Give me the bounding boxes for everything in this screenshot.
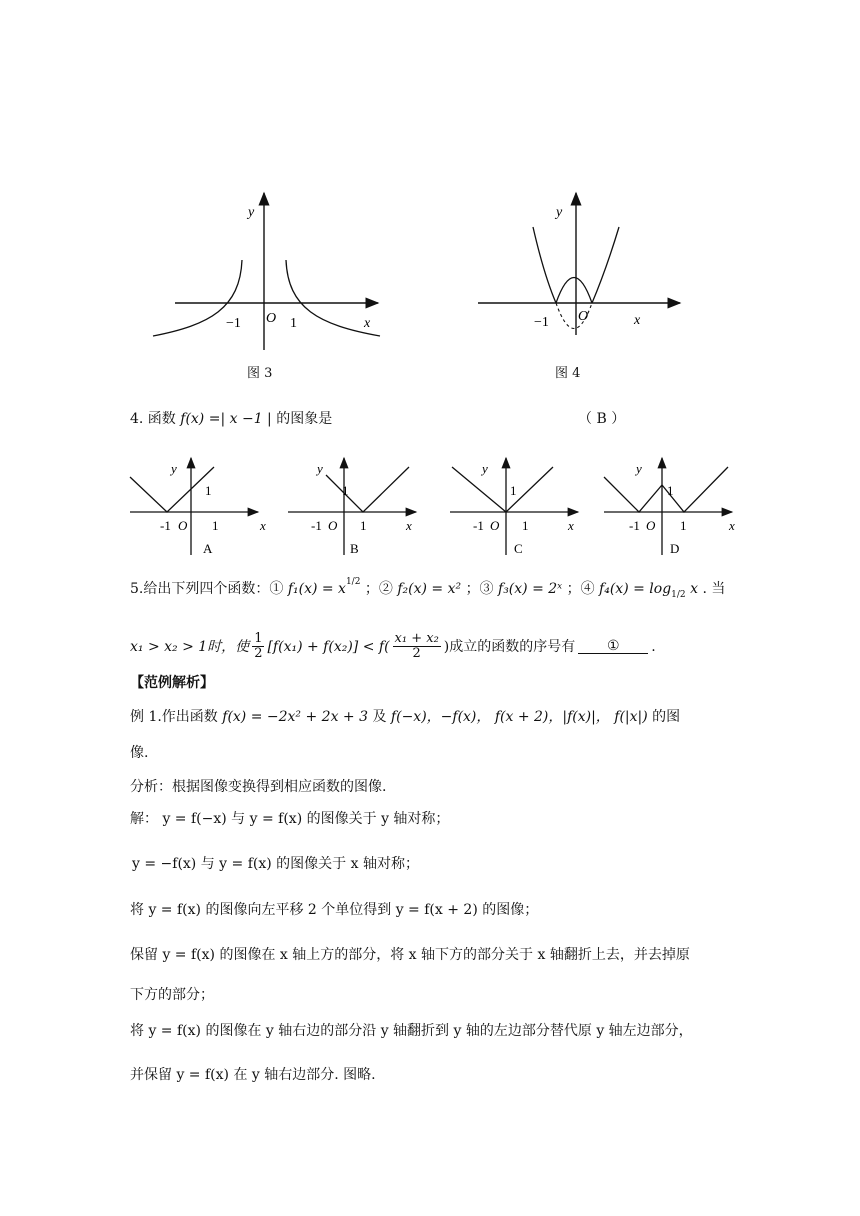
y-label: y: [171, 461, 177, 476]
one-bottom-label: 1: [522, 518, 529, 533]
one-bottom-label: 1: [212, 518, 219, 533]
section-title: 【范例解析】: [130, 675, 214, 691]
q5-answer-blank: ①: [578, 639, 648, 654]
q4-option-b: [286, 455, 426, 560]
example-1: 例 1.作出函数 f(x) = −2x² + 2x + 3 及 f(−x)，−f(x)， f(x + 2)，|f(x)|， f(|x|) 的图: [130, 709, 681, 725]
origin-label: O: [266, 311, 277, 326]
x-label: x: [568, 518, 574, 533]
x-label: x: [364, 316, 371, 331]
curve-left-branch: [533, 227, 556, 303]
option-label: D: [670, 541, 680, 556]
x-label: x: [406, 518, 412, 533]
one-half-fraction: $\frac{1}{2}$: [254, 631, 263, 662]
q5-line1: 5.给出下列四个函数：① $f_1(x) = x^{1/2}$ ；② f₂(x) = x² ；③ f₃(x) = 2ˣ ；④ $f_4(x) = \log_{1/2} x$ . 当: [130, 577, 726, 600]
y-label: y: [556, 205, 563, 220]
y-label: y: [482, 461, 488, 476]
neg1-label: -1: [160, 518, 171, 533]
origin-label: O: [178, 518, 188, 533]
one-bottom-label: 1: [360, 518, 367, 533]
q5-line2: x₁ > x₂ > 1时，使 $\frac{1}{2}$ [f(x₁) + f(x₂)] < f( $\frac{\text{x₁ + x₂}}{2}$ )成立的函数的序号有 ① .: [130, 631, 656, 662]
neg1-label: -1: [629, 518, 640, 533]
y-label: y: [248, 205, 255, 220]
figure-3: [150, 190, 390, 350]
neg1-label: -1: [311, 518, 322, 533]
one-top-label: 1: [342, 483, 349, 498]
origin-label: O: [578, 309, 589, 324]
solution-2: y = −f(x) 与 y = f(x) 的图像关于 x 轴对称；: [132, 856, 419, 872]
solution-4a: 保留 y = f(x) 的图像在 x 轴上方的部分，将 x 轴下方的部分关于 x 轴翻折上去，并去掉原: [130, 947, 690, 963]
figure-4-caption: 图 4: [555, 366, 581, 381]
one-top-label: 1: [205, 483, 212, 498]
x-label: x: [634, 313, 641, 328]
one-top-label: 1: [667, 483, 674, 498]
curve-hump: [556, 278, 592, 304]
one-top-label: 1: [510, 483, 517, 498]
q4-option-a: [128, 455, 273, 560]
x-label: x: [729, 518, 735, 533]
solution-4b: 下方的部分；: [130, 987, 214, 1003]
q4-option-d: [602, 455, 747, 560]
q4-answer: （ B ）: [578, 411, 626, 427]
y-label: y: [636, 461, 642, 476]
neg1-label: −1: [226, 316, 241, 331]
neg1-label: -1: [473, 518, 484, 533]
example-1-line2: 像.: [130, 745, 149, 761]
graph: [326, 467, 409, 512]
neg1-label: −1: [534, 315, 549, 330]
solution-5b: 并保留 y = f(x) 在 y 轴右边部分. 图略.: [130, 1067, 376, 1083]
one-label: 1: [290, 316, 297, 331]
solution-5a: 将 y = f(x) 的图像在 y 轴右边的部分沿 y 轴翻折到 y 轴的左边部分替代原 y 轴左边部分，: [130, 1023, 693, 1039]
origin-label: O: [646, 518, 656, 533]
origin-label: O: [328, 518, 338, 533]
solution-1: 解： y = f(−x) 与 y = f(x) 的图像关于 y 轴对称；: [130, 811, 450, 827]
one-bottom-label: 1: [680, 518, 687, 533]
origin-label: O: [490, 518, 500, 533]
figure-3-caption: 图 3: [247, 366, 273, 381]
x-label: x: [260, 518, 266, 533]
graph: [452, 467, 553, 512]
analysis: 分析：根据图像变换得到相应函数的图像.: [130, 779, 387, 795]
option-label: A: [203, 541, 213, 556]
q4-question: 4. 函数 f(x) =| x −1 | 的图象是: [130, 411, 333, 427]
solution-3: 将 y = f(x) 的图像向左平移 2 个单位得到 y = f(x + 2) 的图像；: [130, 902, 539, 918]
q4-option-c: [448, 455, 588, 560]
option-label: B: [350, 541, 359, 556]
graph: [604, 467, 728, 512]
y-label: y: [317, 461, 323, 476]
curve-right-branch: [592, 227, 619, 303]
midpoint-fraction: $\frac{\text{x₁ + x₂}}{2}$: [394, 631, 439, 662]
figure-4: [476, 190, 691, 340]
option-label: C: [514, 541, 523, 556]
